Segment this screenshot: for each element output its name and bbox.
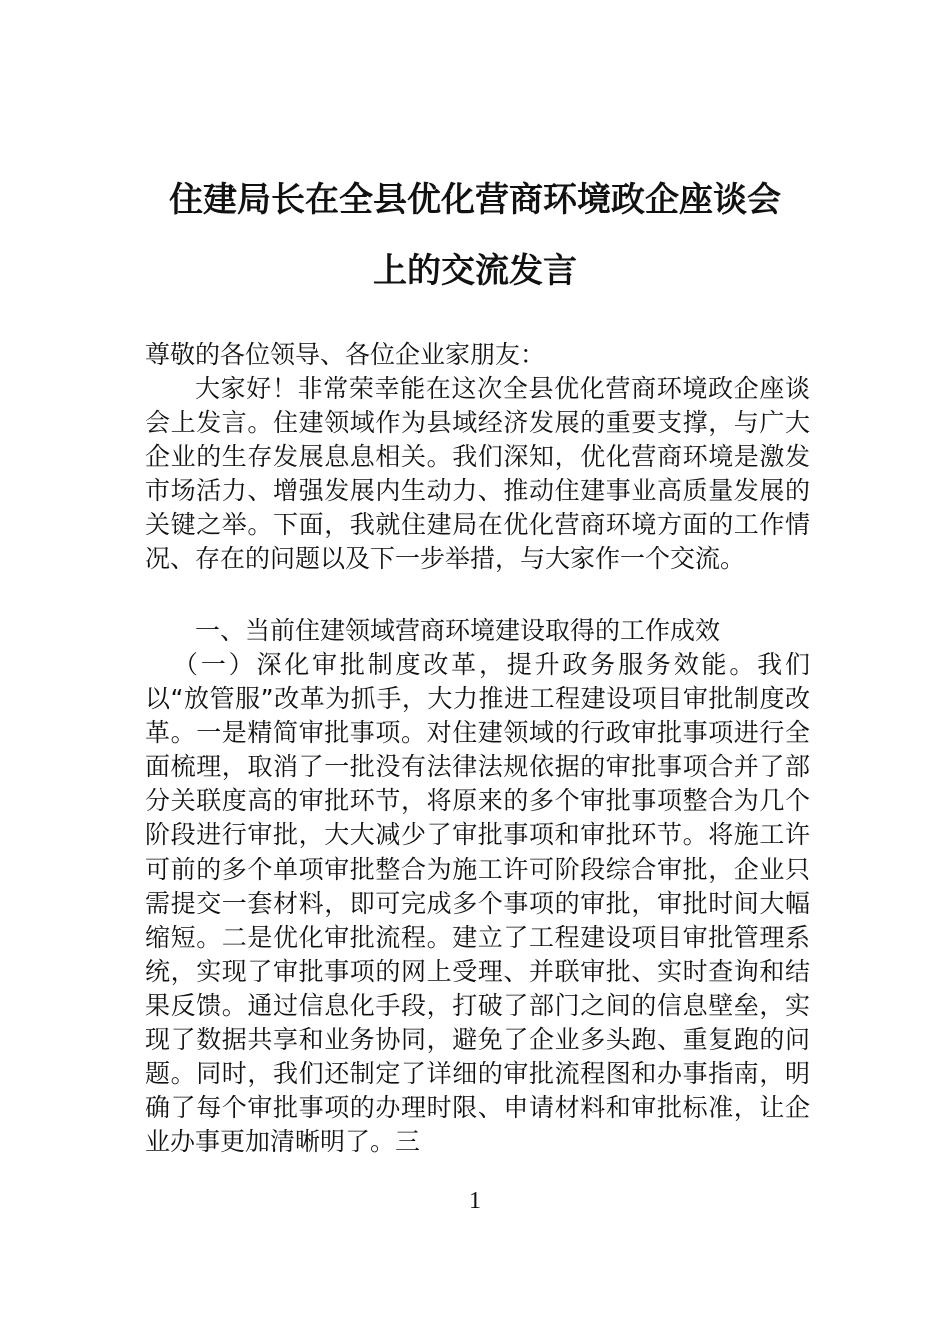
page-number: 1: [469, 1188, 481, 1214]
section-heading: 一、当前住建领域营商环境建设取得的工作成效: [195, 616, 721, 645]
document-title-line-1: 住建局长在全县优化营商环境政企座谈会: [169, 180, 781, 220]
paragraph-approval-reform: （一）深化审批制度改革，提升政务服务效能。我们以“放管服”改革为抓手，大力推进工程建设项目审批制度改革。一是精简审批事项。对住建领域的行政审批事项进行全面梳理，取消了一批没有法律法规依据的审批事项合并了部分关联度高的审批环节，将原来的多个审批事项整合为几个阶段进行审批，大大减少了审批事项和审批环节。将施工许可前的多个单项审批整合为施工许可阶段综合审批，企业只需提交一套材料，即可完成多个事项的审批，审批时间大幅缩短。二是优化审批流程。建立了工程建设项目审批管理系统，实现了审批事项的网上受理、并联审批、实时查询和结果反馈。通过信息化手段，打破了部门之间的信息壁垒，实现了数据共享和业务协同，避免了企业多头跑、重复跑的问题。同时，我们还制定了详细的审批流程图和办事指南，明确了每个审批事项的办理时限、申请材料和审批标准，让企业办事更加清晰明了。三: [145, 650, 810, 1157]
greeting: 尊敬的各位领导、各位企业家朋友：: [145, 340, 546, 369]
paragraph-intro: 大家好！非常荣幸能在这次全县优化营商环境政企座谈会上发言。住建领域作为县域经济发展的重要支撑，与广大企业的生存发展息息相关。我们深知，优化营商环境是激发市场活力、增强发展内生动力、推动住建事业高质量发展的关键之举。下面，我就住建局在优化营商环境方面的工作情况、存在的问题以及下一步举措，与大家作一个交流。: [145, 374, 810, 574]
document-title-line-2: 上的交流发言: [373, 251, 577, 291]
